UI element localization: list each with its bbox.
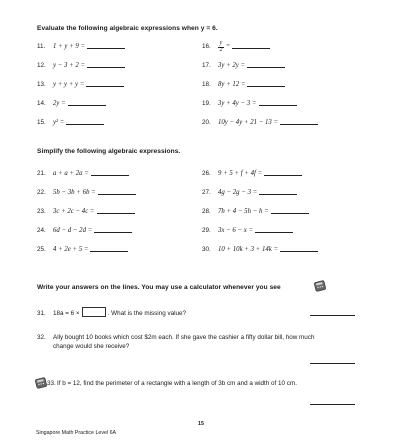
question-23: 23. 3c + 2c − 4c =: [37, 208, 135, 216]
answer-blank[interactable]: [87, 67, 125, 68]
answer-blank[interactable]: [66, 124, 104, 125]
answer-blank[interactable]: [264, 175, 302, 176]
answer-line-31[interactable]: [310, 315, 355, 316]
question-17: 17. 3y + 2y =: [202, 62, 285, 70]
answer-line-33[interactable]: [310, 404, 355, 405]
question-26: 26. 9 + 5 + f + 4f =: [202, 170, 302, 178]
answer-blank[interactable]: [91, 175, 129, 176]
question-12: 12. y − 3 + 2 =: [37, 62, 125, 70]
answer-blank[interactable]: [232, 48, 270, 49]
question-31: 31. 18a = 6 × . What is the missing value?: [37, 307, 186, 318]
answer-blank[interactable]: [255, 232, 293, 233]
question-18: 18. 8y + 12 =: [202, 81, 285, 89]
question-33: 33.If b = 12, find the perimeter of a rectangle with a length of 3b cm and a width of 10 cm.: [47, 380, 297, 387]
question-25: 25. 4 + 2e + 5 =: [37, 246, 128, 254]
answer-blank[interactable]: [98, 194, 136, 195]
question-22: 22. 5b − 3b + 6b =: [37, 189, 136, 197]
question-14: 14. 2y =: [37, 100, 106, 108]
question-32: 32. Ally bought 10 books which cost $2m each. If she gave the cashier a fifty dollar bill, how much: [37, 334, 315, 341]
answer-blank[interactable]: [87, 48, 125, 49]
answer-blank[interactable]: [259, 194, 297, 195]
question-27: 27. 4g − 2g − 3 =: [202, 189, 297, 197]
question-21: 21. a + a + 2a =: [37, 170, 129, 178]
question-15: 15. y² =: [37, 119, 104, 127]
answer-line-32[interactable]: [310, 363, 355, 364]
calculator-icon: [314, 280, 327, 292]
question-24: 24. 6d − d − 2d =: [37, 227, 132, 235]
section1-heading: Evaluate the following algebraic expressions when y = 6.: [37, 25, 218, 32]
answer-blank[interactable]: [271, 213, 309, 214]
fraction: $\frac{y}{2}$: [219, 40, 223, 53]
question-32-line2: change would she receive?: [53, 343, 130, 350]
missing-value-box[interactable]: [82, 307, 106, 317]
question-16: 16. $\frac{y}{2}$ =: [202, 41, 270, 53]
answer-blank[interactable]: [259, 105, 297, 106]
answer-blank[interactable]: [90, 251, 128, 252]
answer-blank[interactable]: [280, 251, 318, 252]
answer-blank[interactable]: [247, 67, 285, 68]
book-title: Singapore Math Practice Level 6A: [36, 430, 117, 436]
question-11: 11. 1 + y + 9 =: [37, 43, 125, 51]
question-28: 28. 7h + 4 − 5h − h =: [202, 208, 309, 216]
question-13: 13. y + y + y =: [37, 81, 124, 89]
answer-blank[interactable]: [247, 86, 285, 87]
answer-blank[interactable]: [97, 213, 135, 214]
answer-blank[interactable]: [86, 86, 124, 87]
section2-heading: Simplify the following algebraic expressions.: [37, 148, 181, 155]
answer-blank[interactable]: [280, 124, 318, 125]
question-20: 20. 10y − 4y + 21 − 13 =: [202, 119, 318, 127]
answer-blank[interactable]: [94, 232, 132, 233]
answer-blank[interactable]: [68, 105, 106, 106]
page-number: 15: [198, 421, 204, 427]
question-29: 29. 3x − 6 − x =: [202, 227, 293, 235]
question-19: 19. 3y + 4y − 3 =: [202, 100, 297, 108]
question-30: 30. 10 + 10k + 3 + 14k =: [202, 246, 318, 254]
section3-heading: Write your answers on the lines. You may use a calculator whenever you see: [37, 284, 281, 291]
